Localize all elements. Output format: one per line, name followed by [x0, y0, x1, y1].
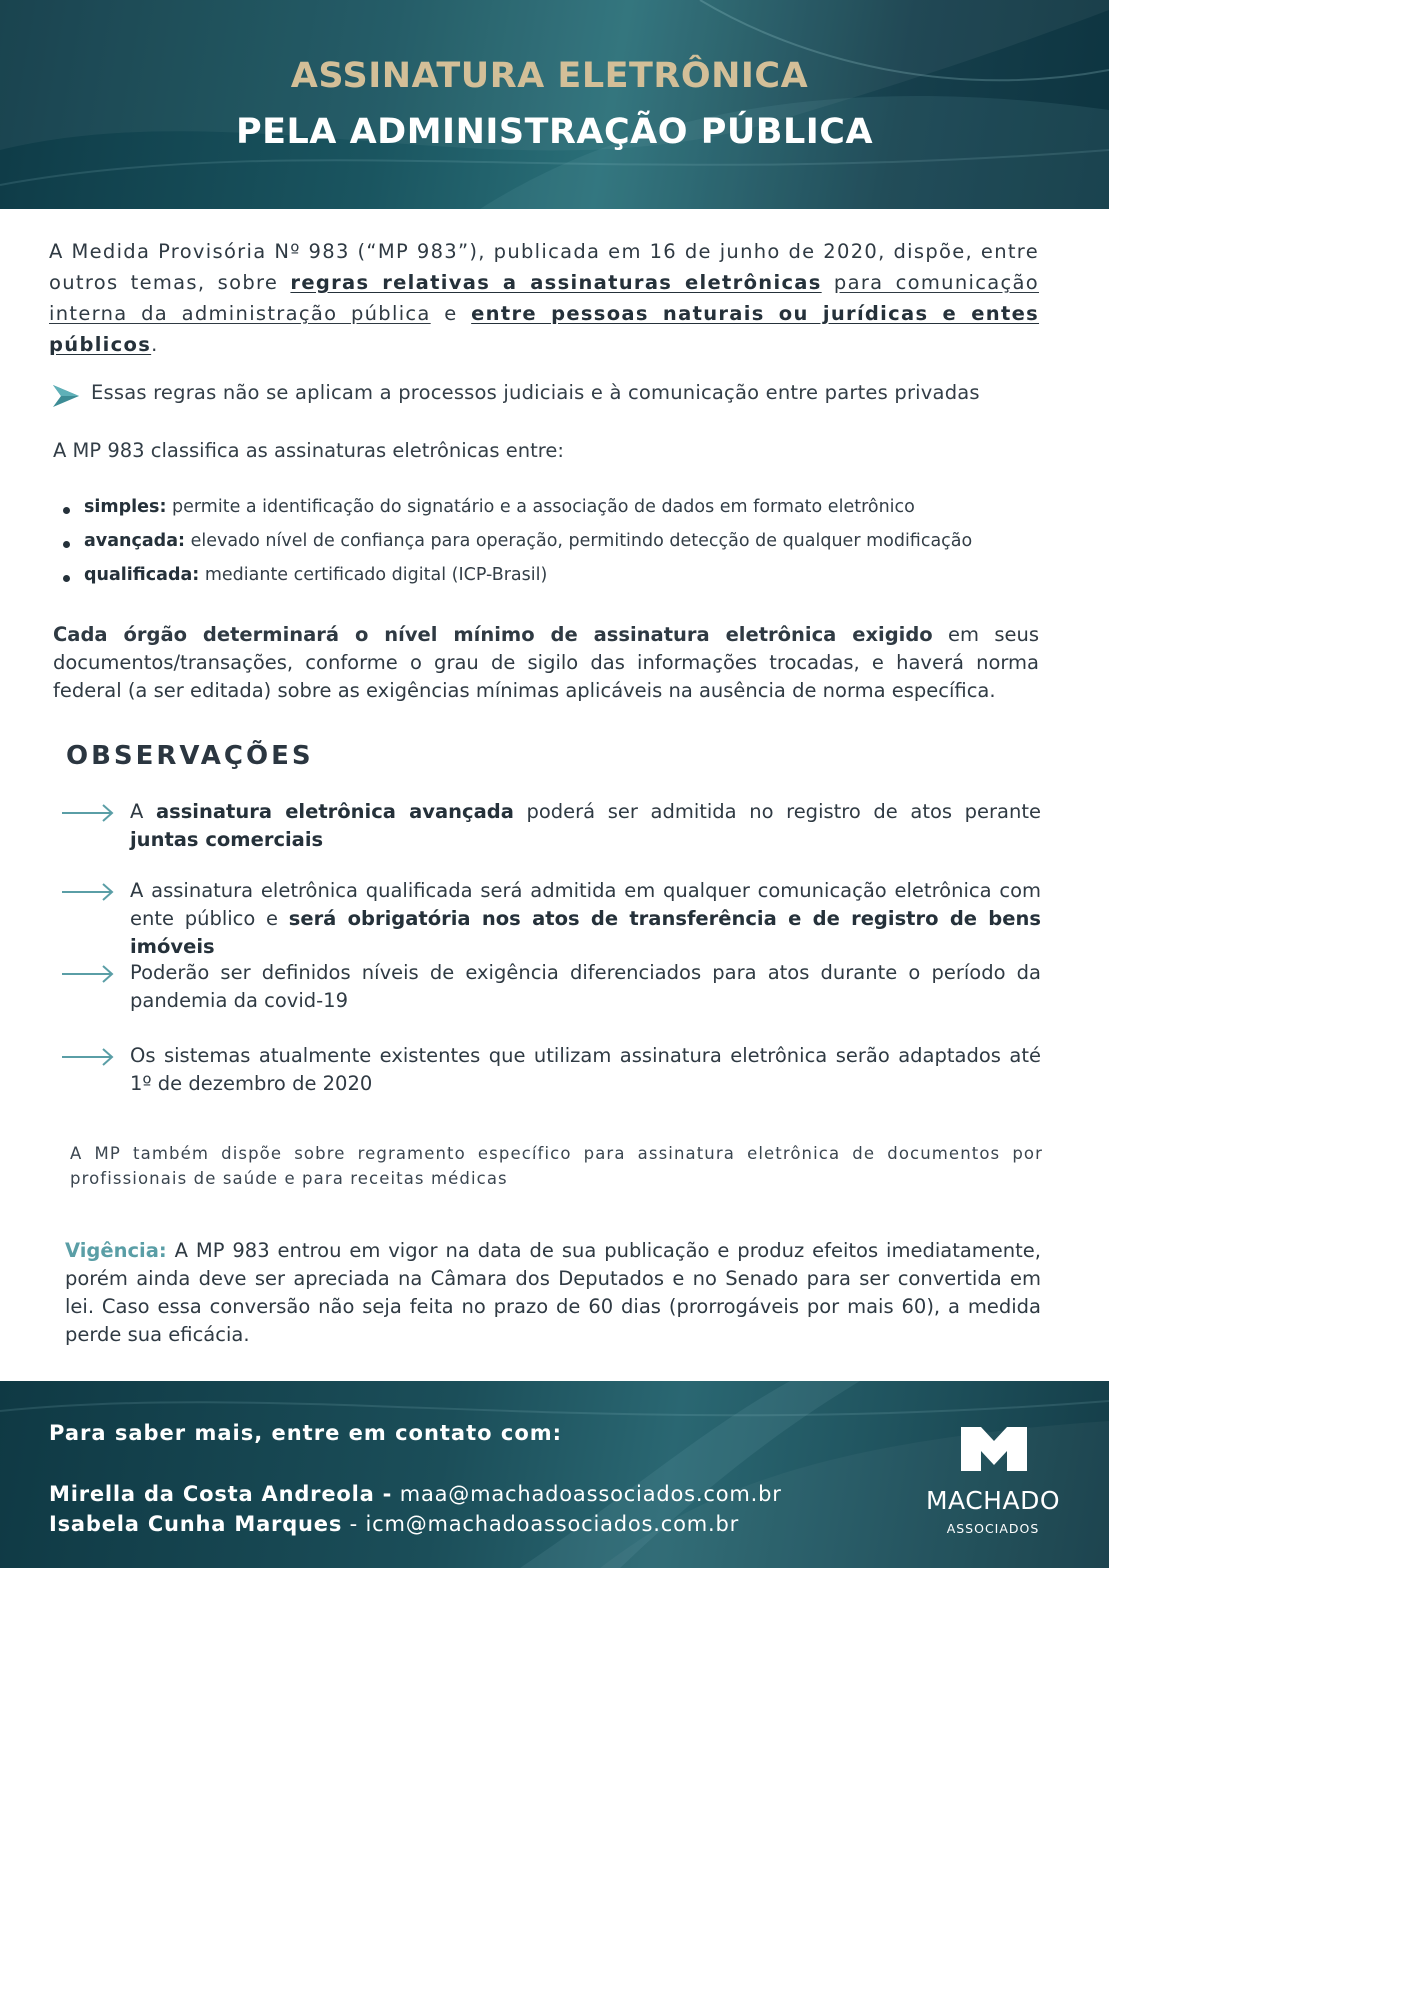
logo-name: MACHADO — [925, 1486, 1061, 1515]
intro-end: . — [151, 333, 159, 356]
logo-mark-icon — [961, 1427, 1027, 1471]
vigencia-label: Vigência: — [65, 1239, 167, 1262]
intro-text: A Medida Provisória Nº 983 (“MP 983”), publicada em 16 de junho de 2020, dispõe, entre outros temas, sobre — [49, 240, 1039, 294]
observation-bold: será obrigatória nos atos de transferência e de registro de bens imóveis — [130, 907, 1041, 958]
orgao-paragraph — [53, 621, 1039, 705]
intro-space — [822, 271, 834, 294]
classification-intro: A MP 983 classifica as assinaturas eletrônicas entre: — [53, 439, 564, 462]
contact-name: Isabela Cunha Marques — [49, 1512, 343, 1536]
intro-underline: para comunicação interna da administração pública — [49, 271, 1039, 325]
intro-text-2: e — [430, 302, 472, 325]
wave-decoration — [0, 0, 1109, 209]
observation-text-part: A assinatura eletrônica qualificada será admitida em qualquer comunicação eletrônica com ente público e — [130, 879, 1041, 930]
arrow-right-icon — [62, 883, 114, 901]
observation-text-part: A — [130, 800, 156, 823]
note-row — [53, 381, 1053, 411]
list-item-term: avançada: — [84, 531, 186, 551]
observation-text: Poderão ser definidos níveis de exigência diferenciados para atos durante o período da pandemia da covid-19 — [130, 961, 1041, 1012]
logo-subtitle: ASSOCIADOS — [946, 1521, 1040, 1536]
intro-paragraph — [49, 236, 1039, 360]
list-item-description: elevado nível de confiança para operação, permitindo detecção de qualquer modificação — [185, 531, 973, 551]
list-item-description: mediante certificado digital (ICP-Brasil) — [199, 565, 548, 585]
intro-bold-underline-2: entre pessoas naturais ou jurídicas e entes públicos — [49, 302, 1040, 356]
intro-bold-underline: regras relativas a assinaturas eletrônicas — [290, 271, 822, 294]
observation-text — [130, 798, 1041, 854]
title-line-1: ASSINATURA ELETRÔNICA — [290, 56, 809, 96]
list-item-term: simples: — [84, 497, 167, 517]
mp-saude-paragraph: A MP também dispõe sobre regramento específico para assinatura eletrônica de documentos por profissionais de saúde e para receitas médicas — [70, 1144, 1043, 1188]
signature-types-list — [61, 497, 972, 599]
contact-line — [49, 1482, 782, 1506]
vigencia-paragraph — [65, 1237, 1041, 1349]
list-item — [61, 531, 972, 565]
observation-text-part: poderá ser admitida no registro de atos perante — [513, 800, 1041, 823]
contact-name: Mirella da Costa Andreola - — [49, 1482, 393, 1506]
contact-email[interactable]: - icm@machadoassociados.com.br — [342, 1512, 740, 1536]
list-item-description: permite a identificação do signatário e a associação de dados em formato eletrônico — [166, 497, 915, 517]
footer-banner — [0, 1381, 1109, 1568]
arrow-right-icon — [62, 804, 114, 822]
contact-email[interactable]: maa@machadoassociados.com.br — [392, 1482, 782, 1506]
observacoes-title: OBSERVAÇÕES — [66, 741, 314, 771]
vigencia-text: A MP 983 entrou em vigor na data de sua publicação e produz efeitos imediatamente, porém ainda deve ser apreciada na Câmara dos Deputados e no Senado para ser convertida em lei. Caso essa conversão não seja feita no prazo de 60 dias (prorrogáveis por mais 60), a medida perde sua eficácia. — [65, 1239, 1041, 1346]
arrow-right-icon — [62, 1048, 114, 1066]
machado-logo — [920, 1425, 1070, 1540]
header-banner — [0, 0, 1109, 209]
arrow-right-icon — [62, 965, 114, 983]
contact-line — [49, 1512, 739, 1536]
list-item — [61, 497, 972, 531]
orgao-text: em seus documentos/transações, conforme o grau de sigilo das informações trocadas, e haverá norma federal (a ser editada) sobre as exigências mínimas aplicáveis na ausência de norma específica. — [53, 623, 1039, 702]
contact-heading: Para saber mais, entre em contato com: — [49, 1421, 563, 1445]
orgao-bold: Cada órgão determinará o nível mínimo de assinatura eletrônica exigido — [53, 623, 933, 646]
note-text: Essas regras não se aplicam a processos judiciais e à comunicação entre partes privadas — [91, 381, 980, 404]
observation-bold: assinatura eletrônica avançada — [155, 800, 514, 823]
list-item — [61, 565, 972, 599]
list-item-term: qualificada: — [84, 565, 200, 585]
observation-text: Os sistemas atualmente existentes que utilizam assinatura eletrônica serão adaptados até 1º de dezembro de 2020 — [130, 1044, 1041, 1095]
title-line-2: PELA ADMINISTRAÇÃO PÚBLICA — [235, 112, 874, 152]
observation-bold: juntas comerciais — [130, 828, 324, 851]
observation-text — [130, 877, 1041, 961]
chevron-arrow-icon — [53, 385, 79, 407]
